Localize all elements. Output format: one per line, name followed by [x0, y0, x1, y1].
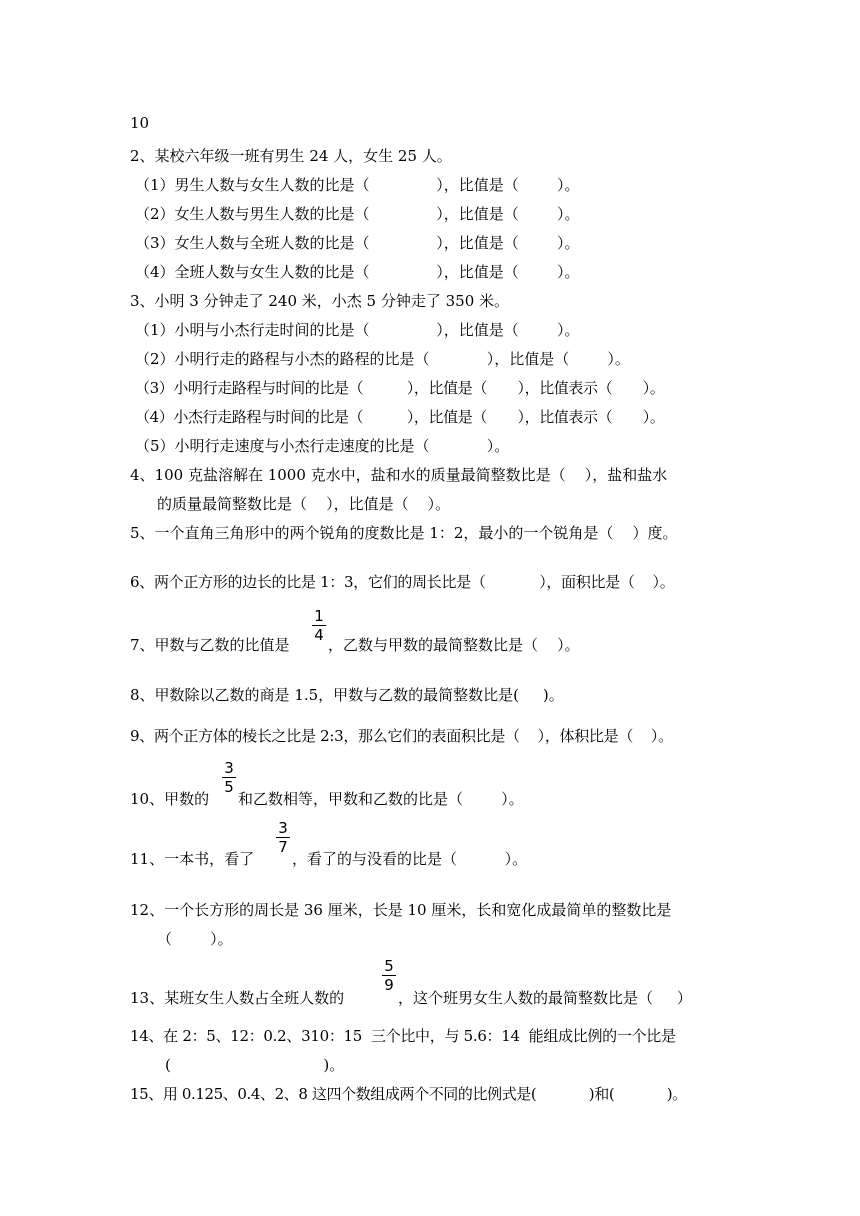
question-10-before: 10、甲数的 — [130, 790, 210, 808]
question-11-after: ，看了的与没看的比是（ ）。 — [292, 850, 528, 868]
question-13-fraction: 5 9 — [382, 958, 396, 993]
question-14-line-2: ( )。 — [165, 1056, 345, 1074]
question-3-item-4: （4）小杰行走路程与时间的比是（ ），比值是（ ），比值表示（ ）。 — [135, 408, 665, 426]
question-11-fraction: 3 7 — [276, 820, 290, 855]
question-9: 9、两个正方体的棱长之比是 2:3，那么它们的表面积比是（ ），体积比是（ ）。 — [130, 727, 673, 745]
question-10-after: 和乙数相等，甲数和乙数的比是（ ）。 — [238, 790, 524, 808]
question-2-item-2: （2）女生人数与男生人数的比是（ ），比值是（ ）。 — [135, 205, 580, 223]
question-8: 8、甲数除以乙数的商是 1.5，甲数与乙数的最简整数比是( )。 — [130, 686, 564, 704]
question-2-item-1: （1）男生人数与女生人数的比是（ ），比值是（ ）。 — [135, 176, 580, 194]
question-2-item-4: （4）全班人数与女生人数的比是（ ），比值是（ ）。 — [135, 263, 580, 281]
question-12-line-2: （ ）。 — [157, 930, 233, 948]
question-2-stem: 2、某校六年级一班有男生 24 人，女生 25 人。 — [130, 147, 452, 165]
question-7-fraction: 1 4 — [312, 608, 326, 643]
page-number: 10 — [130, 114, 150, 132]
question-3-item-2: （2）小明行走的路程与小杰的路程的比是（ ），比值是（ ）。 — [135, 350, 630, 368]
question-7-before: 7、甲数与乙数的比值是 — [130, 636, 290, 654]
question-14-line-1: 14、在 2：5、12：0.2、310：15 三个比中，与 5.6：14 能组成比例的一个比是 — [130, 1027, 676, 1045]
question-3-item-3: （3）小明行走路程与时间的比是（ ），比值是（ ），比值表示（ ）。 — [135, 379, 665, 397]
question-3-item-1: （1）小明与小杰行走时间的比是（ ），比值是（ ）。 — [135, 321, 580, 339]
question-3-item-5: （5）小明行走速度与小杰行走速度的比是（ ）。 — [135, 437, 510, 455]
question-5: 5、一个直角三角形中的两个锐角的度数比是 1：2，最小的一个锐角是（ ）度。 — [130, 524, 678, 542]
question-4-line-2: 的质量最简整数比是（ ），比值是（ ）。 — [157, 495, 451, 513]
question-13-after: ，这个班男女生人数的最简整数比是（ ） — [398, 989, 692, 1007]
question-6: 6、两个正方形的边长的比是 1：3，它们的周长比是（ ），面积比是（ ）。 — [130, 573, 675, 591]
question-7-after: ，乙数与甲数的最简整数比是（ ）。 — [328, 636, 580, 654]
question-10-fraction: 3 5 — [222, 760, 236, 795]
question-12-line-1: 12、一个长方形的周长是 36 厘米，长是 10 厘米，长和宽化成最简单的整数比是 — [130, 901, 672, 919]
question-3-stem: 3、小明 3 分钟走了 240 米，小杰 5 分钟走了 350 米。 — [130, 292, 510, 310]
question-15: 15、用 0.125、0.4、2、8 这四个数组成两个不同的比例式是( )和( )。 — [130, 1085, 687, 1103]
question-4-line-1: 4、100 克盐溶解在 1000 克水中，盐和水的质量最简整数比是（ ），盐和盐水 — [130, 466, 668, 484]
question-13-before: 13、某班女生人数占全班人数的 — [130, 989, 345, 1007]
question-2-item-3: （3）女生人数与全班人数的比是（ ），比值是（ ）。 — [135, 234, 580, 252]
question-11-before: 11、一本书，看了 — [130, 850, 255, 868]
